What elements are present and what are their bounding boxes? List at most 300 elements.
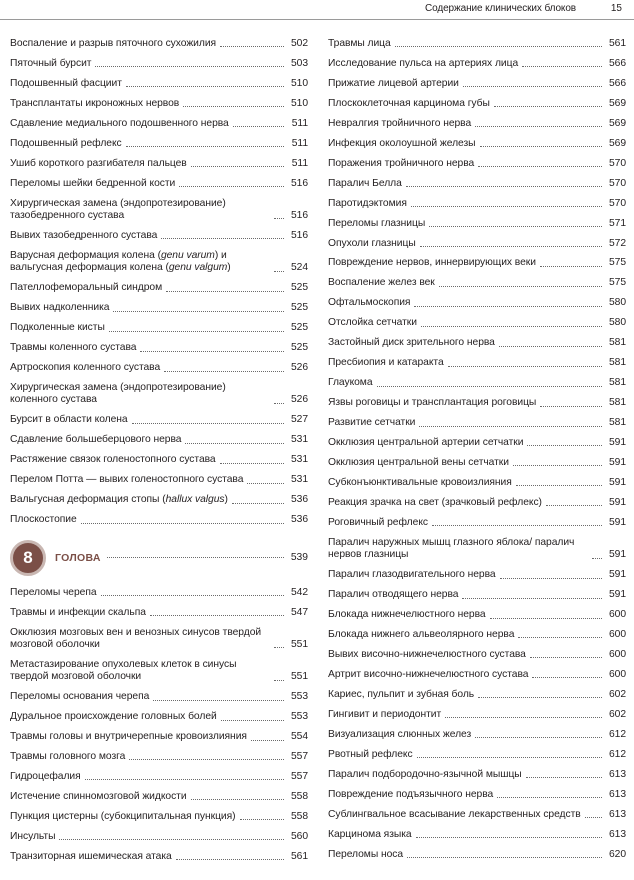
toc-entry[interactable] <box>10 58 308 70</box>
toc-entry[interactable] <box>328 689 626 701</box>
toc-entry[interactable] <box>328 709 626 721</box>
title-part: ) <box>227 262 231 274</box>
toc-entry-title: Плоскостопие <box>10 514 77 526</box>
toc-entry-title: Переломы основания черепа <box>10 691 150 703</box>
toc-entry[interactable] <box>10 250 308 275</box>
toc-entry-page: 591 <box>608 549 626 561</box>
toc-entry-page: 581 <box>608 357 626 369</box>
toc-entry-title: Невралгия тройничного нерва <box>328 117 472 129</box>
leader-dots <box>411 206 602 207</box>
leader-dots <box>274 271 284 272</box>
toc-entry-title: Переломы носа <box>328 848 404 860</box>
toc-entry[interactable] <box>328 158 626 170</box>
toc-entry-title: Воспаление и разрыв пяточного сухожилия <box>10 38 217 49</box>
toc-entry-title: Метастазирование опухолевых клеток в синусы твердой мозговой оболочки <box>10 658 237 683</box>
toc-entry-title: Вывих надколенника <box>10 302 110 314</box>
leader-dots <box>480 146 603 147</box>
leader-dots <box>546 505 602 506</box>
toc-entry-page: 613 <box>608 788 626 800</box>
toc-entry-page: 551 <box>290 638 308 650</box>
toc-entry[interactable] <box>10 342 308 354</box>
toc-entry-page: 572 <box>608 237 626 249</box>
toc-entry[interactable] <box>328 78 626 90</box>
toc-entry-title: Ушиб короткого разгибателя пальцев <box>10 157 187 169</box>
toc-entry-page: 613 <box>608 828 626 840</box>
leader-dots <box>516 485 602 486</box>
toc-entry-page: 510 <box>290 97 308 109</box>
toc-entry-page: 613 <box>608 808 626 820</box>
toc-entry[interactable] <box>10 691 308 703</box>
leader-dots <box>126 86 284 87</box>
toc-entry[interactable] <box>328 118 626 130</box>
toc-entry-page: 553 <box>290 691 308 703</box>
toc-entry-title: Окклюзия центральной вены сетчатки <box>328 457 509 469</box>
toc-entry-title: Офтальмоскопия <box>328 297 411 309</box>
chapter-number-badge: 8 <box>10 540 46 576</box>
toc-entry[interactable] <box>328 749 626 761</box>
leader-dots <box>274 218 284 219</box>
toc-entry-page: 566 <box>608 57 626 69</box>
toc-entry-page: 510 <box>290 77 308 89</box>
toc-entry[interactable] <box>10 607 308 619</box>
toc-entry-page: 570 <box>608 157 626 169</box>
toc-entry-title: Опухоли глазницы <box>328 237 416 249</box>
toc-entry-page: 536 <box>290 514 308 526</box>
leader-dots <box>220 463 284 464</box>
toc-entry-title: Воспаление желез век <box>328 277 435 289</box>
toc-entry[interactable] <box>10 454 308 466</box>
toc-entry-page: 612 <box>608 728 626 740</box>
toc-entry[interactable] <box>10 178 308 190</box>
leader-dots <box>232 503 284 504</box>
toc-entry-page: 547 <box>290 606 308 618</box>
toc-entry-title: Переломы глазницы <box>328 217 426 229</box>
leader-dots <box>129 759 284 760</box>
toc-entry[interactable] <box>10 434 308 446</box>
page-number: 15 <box>610 3 622 14</box>
leader-dots <box>150 615 284 616</box>
toc-entry[interactable] <box>328 218 626 230</box>
toc-entry-page: 558 <box>290 810 308 822</box>
toc-entry-page: 600 <box>608 609 626 621</box>
toc-entry[interactable] <box>10 851 308 863</box>
toc-entry-title: Повреждение нервов, иннервирующих веки <box>328 257 536 269</box>
leader-dots <box>432 525 602 526</box>
leader-dots <box>85 779 284 780</box>
toc-entry[interactable] <box>10 362 308 374</box>
toc-entry[interactable] <box>10 78 308 90</box>
toc-entry-title: Сублингвальное всасывание лекарственных средств <box>328 808 581 820</box>
toc-entry-title: Подошвенный рефлекс <box>10 137 122 149</box>
toc-entry[interactable] <box>328 317 626 329</box>
toc-entry-page: 561 <box>608 38 626 49</box>
toc-entry-page: 511 <box>291 137 308 149</box>
leader-dots <box>140 351 284 352</box>
toc-entry-title: Прижатие лицевой артерии <box>328 77 459 89</box>
chapter-heading[interactable] <box>10 539 308 577</box>
leader-dots <box>153 700 284 701</box>
leader-dots <box>109 331 284 332</box>
toc-entry-page: 580 <box>608 297 626 309</box>
toc-entry-page: 525 <box>290 342 308 354</box>
toc-right-list <box>328 38 626 861</box>
leader-dots <box>176 859 284 860</box>
toc-entry[interactable] <box>10 811 308 823</box>
toc-entry-title: Переломы шейки бедренной кости <box>10 177 176 189</box>
toc-entry-title: Плоскоклеточная карцинома губы <box>328 97 490 109</box>
toc-entry-title: Травмы головного мозга <box>10 751 126 763</box>
toc-entry[interactable] <box>10 751 308 763</box>
toc-entry-title: Артрит височно-нижнечелюстного сустава <box>328 668 529 680</box>
toc-entry-title: Исследование пульса на артериях лица <box>328 57 519 69</box>
leader-dots <box>166 291 284 292</box>
leader-dots <box>475 737 602 738</box>
toc-entry[interactable] <box>328 337 626 349</box>
toc-left-top-list <box>10 38 308 527</box>
toc-entry-title: Травмы лица <box>328 38 391 49</box>
leader-dots <box>191 799 284 800</box>
toc-entry-page: 531 <box>290 474 308 486</box>
toc-entry-page: 531 <box>290 434 308 446</box>
toc-entry-title: Паралич наружных мышц глазного яблока/ паралич нервов глазницы <box>328 536 575 561</box>
toc-entry[interactable] <box>328 38 626 50</box>
toc-entry-title: Карцинома языка <box>328 828 412 840</box>
toc-entry-page: 600 <box>608 668 626 680</box>
toc-entry-title: Дуральное происхождение головных болей <box>10 711 217 723</box>
leader-dots <box>220 46 284 47</box>
toc-entry-page: 602 <box>608 708 626 720</box>
toc-entry-page: 620 <box>608 848 626 860</box>
toc-entry[interactable] <box>10 711 308 723</box>
toc-entry-title: Инфекция околоушной железы <box>328 137 476 149</box>
toc-entry-page: 581 <box>608 337 626 349</box>
toc-entry[interactable] <box>328 769 626 781</box>
toc-entry[interactable] <box>328 809 626 821</box>
page-header <box>0 0 634 20</box>
leader-dots <box>107 557 284 558</box>
toc-entry-page: 580 <box>608 317 626 329</box>
toc-entry-page: 612 <box>608 748 626 760</box>
leader-dots <box>490 618 602 619</box>
toc-entry-title: Артроскопия коленного сустава <box>10 362 161 374</box>
toc-entry[interactable] <box>10 322 308 334</box>
toc-entry[interactable] <box>10 118 308 130</box>
toc-entry-title: Сдавление медиального подошвенного нерва <box>10 117 229 129</box>
leader-dots <box>448 366 602 367</box>
toc-entry-page: 516 <box>290 229 308 241</box>
toc-entry-page: 581 <box>608 377 626 389</box>
toc-entry-page: 560 <box>290 830 308 842</box>
toc-entry-page: 557 <box>290 751 308 763</box>
toc-entry[interactable] <box>328 517 626 529</box>
toc-entry[interactable] <box>10 771 308 783</box>
toc-entry-page: 525 <box>290 322 308 334</box>
toc-entry[interactable] <box>328 277 626 289</box>
toc-entry-page: 613 <box>608 768 626 780</box>
toc-entry-title <box>10 250 270 275</box>
toc-entry-page: 571 <box>608 217 626 229</box>
toc-entry[interactable] <box>328 138 626 150</box>
toc-entry[interactable] <box>10 494 308 506</box>
toc-entry[interactable] <box>10 302 308 314</box>
toc-entry[interactable] <box>10 382 308 407</box>
leader-dots <box>395 46 602 47</box>
toc-entry-page: 527 <box>290 414 308 426</box>
leader-dots <box>247 483 284 484</box>
toc-entry-title: Пресбиопия и катаракта <box>328 357 444 369</box>
toc-entry[interactable] <box>10 98 308 110</box>
toc-entry-page: 570 <box>608 197 626 209</box>
toc-entry-page: 591 <box>608 476 626 488</box>
leader-dots <box>416 837 602 838</box>
toc-right-column <box>328 38 626 868</box>
toc-entry[interactable] <box>10 659 308 684</box>
toc-entry[interactable] <box>328 829 626 841</box>
leader-dots <box>445 717 602 718</box>
toc-entry-page: 553 <box>290 711 308 723</box>
leader-dots <box>497 797 602 798</box>
running-header-title: Содержание клинических блоков <box>425 3 576 14</box>
toc-entry-title: Реакция зрачка на свет (зрачковый рефлекс) <box>328 496 542 508</box>
toc-entry-page: 569 <box>608 117 626 129</box>
toc-entry-page: 591 <box>608 496 626 508</box>
toc-entry-page: 526 <box>290 394 308 406</box>
toc-entry[interactable] <box>10 791 308 803</box>
toc-entry[interactable] <box>328 789 626 801</box>
toc-entry[interactable] <box>328 457 626 469</box>
header-rule <box>0 19 634 20</box>
toc-entry[interactable] <box>328 357 626 369</box>
toc-entry-title: Субконъюнктивальные кровоизлияния <box>328 476 512 488</box>
leader-dots <box>585 817 602 818</box>
toc-entry-title: Подколенные кисты <box>10 322 105 334</box>
toc-entry[interactable] <box>328 569 626 581</box>
leader-dots <box>414 306 602 307</box>
toc-entry-page: 511 <box>291 117 308 129</box>
toc-entry-page: 511 <box>291 157 308 169</box>
toc-entry-title: Паралич подбородочно-язычной мышцы <box>328 768 522 780</box>
leader-dots <box>274 403 284 404</box>
toc-entry-title: Повреждение подъязычного нерва <box>328 788 494 800</box>
leader-dots <box>406 186 602 187</box>
toc-entry-page: 591 <box>608 569 626 581</box>
toc-entry-title: Растяжение связок голеностопного сустава <box>10 454 216 466</box>
toc-entry[interactable] <box>10 230 308 242</box>
toc-entry[interactable] <box>10 414 308 426</box>
toc-entry[interactable] <box>328 58 626 70</box>
toc-entry-title: Отслойка сетчатки <box>328 317 417 329</box>
leader-dots <box>417 757 602 758</box>
toc-entry-page: 557 <box>290 771 308 783</box>
chapter-title: ГОЛОВА <box>55 551 101 564</box>
toc-entry-title: Переломы черепа <box>10 586 97 598</box>
leader-dots <box>592 558 602 559</box>
toc-entry-title: Блокада нижнечелюстного нерва <box>328 609 486 621</box>
leader-dots <box>274 647 284 648</box>
toc-entry-title: Развитие сетчатки <box>328 417 416 429</box>
toc-entry-title: Паралич глазодвигательного нерва <box>328 569 496 581</box>
toc-entry-page: 524 <box>290 262 308 274</box>
toc-entry-page: 516 <box>290 177 308 189</box>
toc-entry[interactable] <box>328 537 626 562</box>
toc-entry[interactable] <box>328 238 626 250</box>
leader-dots <box>463 86 602 87</box>
toc-entry-title: Бурсит в области колена <box>10 414 128 426</box>
title-part: Вальгусная деформация стопы ( <box>10 494 166 506</box>
leader-dots <box>522 66 602 67</box>
toc-entry[interactable] <box>328 849 626 861</box>
toc-entry-page: 561 <box>290 850 308 862</box>
leader-dots <box>513 465 602 466</box>
leader-dots <box>126 146 284 147</box>
leader-dots <box>164 371 284 372</box>
toc-entry-title: Хирургическая замена (эндопротезирование) тазобедренного сустава <box>10 197 226 222</box>
toc-entry-page: 525 <box>290 282 308 294</box>
toc-left-bottom-list <box>10 587 308 864</box>
toc-left-column <box>10 38 308 871</box>
toc-entry-title: Пателлофеморальный синдром <box>10 282 163 294</box>
toc-entry[interactable] <box>328 477 626 489</box>
toc-entry[interactable] <box>328 98 626 110</box>
toc-entry-page: 551 <box>290 671 308 683</box>
toc-entry[interactable] <box>10 138 308 150</box>
toc-entry-page: 502 <box>290 38 308 49</box>
toc-entry[interactable] <box>328 437 626 449</box>
toc-entry[interactable] <box>328 729 626 741</box>
leader-dots <box>377 386 602 387</box>
leader-dots <box>478 166 602 167</box>
toc-entry-title: Пункция цистерны (субокципитальная пункция) <box>10 810 236 822</box>
toc-entry[interactable] <box>328 297 626 309</box>
toc-entry-title: Транзиторная ишемическая атака <box>10 850 172 862</box>
toc-entry-title: Хирургическая замена (эндопротезирование) коленного сустава <box>10 382 226 406</box>
toc-entry[interactable] <box>328 397 626 409</box>
toc-entry-page: 569 <box>608 137 626 149</box>
toc-entry-page: 558 <box>290 790 308 802</box>
toc-entry-page: 570 <box>608 177 626 189</box>
leader-dots <box>462 598 602 599</box>
leader-dots <box>500 578 602 579</box>
leader-dots <box>494 106 602 107</box>
toc-entry[interactable] <box>10 474 308 486</box>
toc-entry-title: Инсульты <box>10 830 56 842</box>
toc-entry-title: Паралич отводящего нерва <box>328 589 459 601</box>
toc-entry-page: 581 <box>608 417 626 429</box>
toc-entry[interactable] <box>10 198 308 223</box>
leader-dots <box>475 126 602 127</box>
leader-dots <box>95 66 284 67</box>
toc-entry-page: 600 <box>608 649 626 660</box>
toc-entry-page: 602 <box>608 688 626 700</box>
toc-entry-page: 503 <box>290 57 308 69</box>
toc-entry[interactable] <box>328 377 626 389</box>
toc-entry-title: Вывих височно-нижнечелюстного сустава <box>328 649 526 660</box>
toc-entry-page: 600 <box>608 629 626 641</box>
toc-entry[interactable] <box>328 178 626 190</box>
toc-entry-page: 591 <box>608 589 626 601</box>
toc-entry[interactable] <box>328 257 626 269</box>
toc-entry-title: Паралич Белла <box>328 177 402 189</box>
toc-entry-page: 575 <box>608 277 626 289</box>
leader-dots <box>532 677 602 678</box>
toc-entry-title: Сдавление большеберцового нерва <box>10 434 182 446</box>
leader-dots <box>478 697 602 698</box>
toc-entry-title: Глаукома <box>328 377 373 389</box>
toc-entry-page: 575 <box>608 257 626 269</box>
leader-dots <box>499 346 602 347</box>
toc-entry-page: 525 <box>290 302 308 314</box>
toc-entry[interactable] <box>10 158 308 170</box>
toc-entry-title: Истечение спинномозговой жидкости <box>10 790 187 802</box>
leader-dots <box>233 126 284 127</box>
toc-entry-title: Трансплантаты икроножных нервов <box>10 97 180 109</box>
toc-entry[interactable] <box>10 627 308 652</box>
toc-entry-title: Подошвенный фасциит <box>10 77 122 89</box>
toc-entry-page: 569 <box>608 97 626 109</box>
toc-entry-title: Травмы головы и внутричерепные кровоизлияния <box>10 731 247 743</box>
toc-entry-page: 591 <box>608 516 626 528</box>
toc-entry-title: Окклюзия мозговых вен и венозных синусов твердой мозговой оболочки <box>10 626 262 650</box>
leader-dots <box>81 523 284 524</box>
toc-entry[interactable] <box>328 609 626 621</box>
toc-entry-page: 591 <box>608 437 626 449</box>
chapter-page: 539 <box>290 552 308 564</box>
latin-term: genu varum <box>160 249 215 261</box>
toc-entry-title: Поражения тройничного нерва <box>328 157 475 169</box>
toc-entry-title: Блокада нижнего альвеолярного нерва <box>328 629 515 641</box>
toc-entry-title: Окклюзия центральной артерии сетчатки <box>328 437 524 449</box>
leader-dots <box>161 238 284 239</box>
toc-entry[interactable] <box>10 514 308 526</box>
toc-entry[interactable] <box>328 497 626 509</box>
toc-entry-title: Гидроцефалия <box>10 771 81 783</box>
toc-entry[interactable] <box>10 731 308 743</box>
toc-entry-title: Визуализация слюнных желез <box>328 728 472 740</box>
title-part: ) и вальгусная деформация колена ( <box>10 249 227 274</box>
toc-entry[interactable] <box>10 831 308 843</box>
leader-dots <box>185 443 284 444</box>
leader-dots <box>191 166 284 167</box>
toc-entry[interactable] <box>328 629 626 641</box>
toc-entry[interactable] <box>328 589 626 601</box>
toc-entry-title: Паротидэктомия <box>328 197 407 209</box>
toc-entry[interactable] <box>10 38 308 50</box>
toc-entry-title: Роговичный рефлекс <box>328 516 428 528</box>
leader-dots <box>526 777 602 778</box>
toc-entry-page: 516 <box>290 210 308 222</box>
toc-entry[interactable] <box>328 649 626 661</box>
toc-entry-title: Перелом Потта — вывих голеностопного сустава <box>10 474 244 486</box>
toc-entry-page: 554 <box>290 731 308 743</box>
leader-dots <box>518 637 602 638</box>
toc-entry[interactable] <box>328 198 626 210</box>
toc-entry[interactable] <box>10 587 308 599</box>
toc-entry-page: 542 <box>290 586 308 598</box>
toc-entry-title: Травмы и инфекции скальпа <box>10 606 146 618</box>
leader-dots <box>540 406 602 407</box>
toc-entry-page: 591 <box>608 457 626 469</box>
leader-dots <box>439 286 602 287</box>
toc-entry[interactable] <box>328 669 626 681</box>
title-part: Варусная деформация колена ( <box>10 249 161 261</box>
leader-dots <box>530 657 602 658</box>
leader-dots <box>407 857 602 858</box>
toc-entry[interactable] <box>10 282 308 294</box>
toc-entry[interactable] <box>328 417 626 429</box>
latin-term: hallux valgus <box>165 494 225 506</box>
leader-dots <box>429 226 602 227</box>
leader-dots <box>251 740 284 741</box>
